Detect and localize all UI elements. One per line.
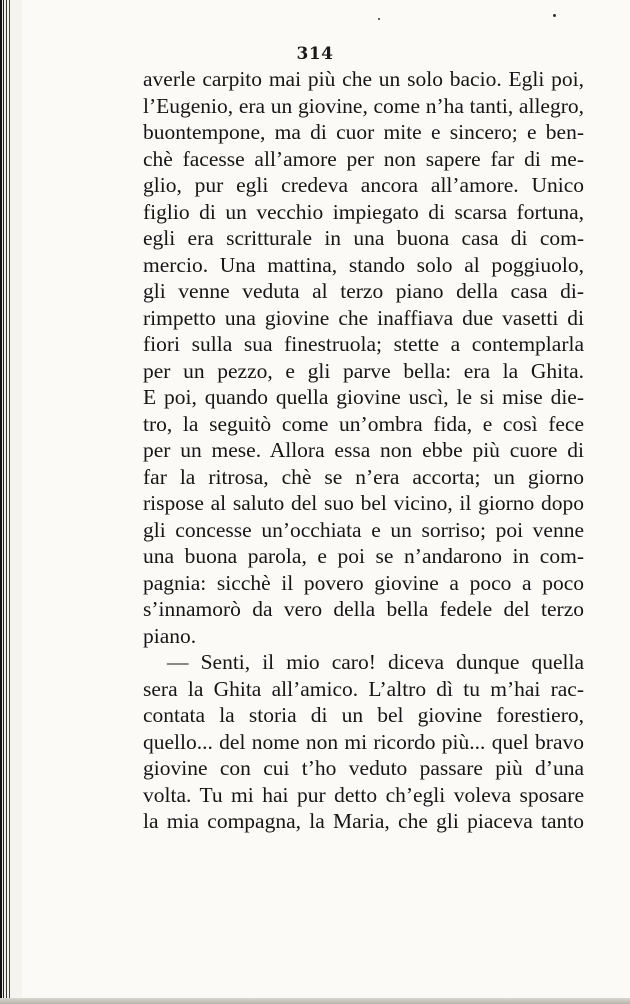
scan-speck [378,18,380,20]
text-line: glio, pur egli credeva ancora all’amore. Unico [143,173,584,197]
text-line: buontempone, ma di cuor mite e sincero; e ben- [143,120,584,144]
text-line: rispose al saluto del suo bel vicino, il giorno dopo [143,491,584,515]
text-line: volta. Tu mi hai pur detto ch’egli voleva sposare [143,782,584,807]
text-line: far la ritrosa, chè se n’era accorta; un giorno [143,464,584,489]
text-line: mercio. Una mattina, stando solo al poggiuolo, [143,252,584,277]
text-line: una buona parola, e poi se n’andarono in com- [143,544,584,568]
text-line: — Senti, il mio caro! diceva dunque quella [167,650,584,674]
text-line: tro, la seguitò come un’ombra fida, e così fece [143,411,584,436]
text-line: figlio di un vecchio impiegato di scarsa fortuna, [143,199,584,224]
text-line: gli venne veduta al terzo piano della casa di- [143,279,584,303]
page-bottom-edge [0,998,630,1004]
text-line: averle carpito mai più che un solo bacio. Egli poi, [143,67,584,91]
page-number: 314 [296,44,334,64]
text-line: gli concesse un’occhiata e un sorriso; poi venne [143,517,584,542]
text-line: contata la storia di un bel giovine forestiero, [143,703,584,727]
text-line: l’Eugenio, era un giovine, come n’ha tanti, allegro, [143,93,584,118]
text-line: fiori sulla sua finestruola; stette a contemplarla [143,332,584,356]
scan-speck [553,14,556,17]
text-line: quello... del nome non mi ricordo più... quel bravo [143,729,584,754]
text-line: egli era scritturale in una buona casa di com- [143,226,584,250]
page-gutter [0,0,22,1004]
text-line: rimpetto una giovine che inaffiava due vasetti di [143,305,584,330]
text-line: chè facesse all’amore per non sapere far di me- [143,146,584,171]
text-line: giovine con cui t’ho veduto passare più d’una [143,756,584,780]
text-line: per un pezzo, e gli parve bella: era la Ghita. [143,358,584,383]
text-line: piano. [143,623,197,648]
text-line: sera la Ghita all’amico. L’altro dì tu m’hai rac- [143,676,584,701]
text-line: E poi, quando quella giovine uscì, le si mise die- [143,385,584,409]
text-line: la mia compagna, la Maria, che gli piaceva tanto [143,809,584,833]
body-text [143,66,584,835]
text-line: pagnia: sicchè il povero giovine a poco a poco [143,570,584,595]
text-line: per un mese. Allora essa non ebbe più cuore di [143,438,584,462]
text-line: s’innamorò da vero della bella fedele del terzo [143,597,584,621]
